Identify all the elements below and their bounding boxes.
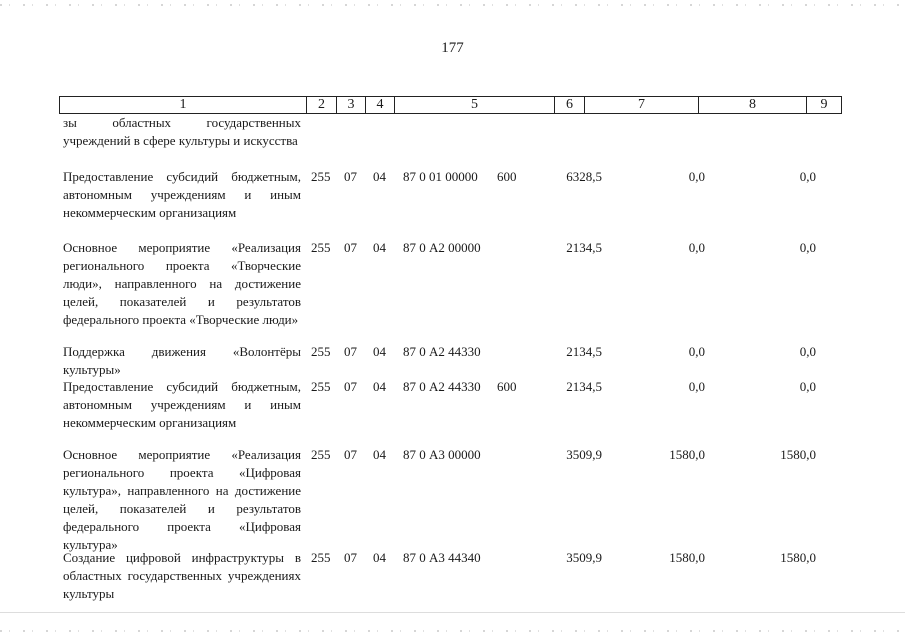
amount-column-9: 1580,0 [780,447,816,462]
column-header-8: 8 [699,97,807,113]
target-article-code: 87 0 А2 44330 [403,344,481,359]
subsection-code: 04 [373,169,386,184]
column-header-5: 5 [395,97,555,113]
target-article-code: 87 0 А2 00000 [403,240,481,255]
amount-column-8: 0,0 [688,169,705,184]
subsection-code: 04 [373,447,386,462]
ved-code: 255 [311,344,331,359]
ved-code: 255 [311,379,331,394]
amount-column-9: 0,0 [799,379,816,394]
amount-column-8: 0,0 [688,240,705,255]
scan-artifact-top [0,4,905,6]
column-header-3: 3 [337,97,366,113]
row-description: Основное мероприятие «Реализация регионального проекта «Цифровая культура», направленного на достижение целей, показателей и результатов федерального проекта «Цифровая культура» [63,447,301,552]
row-description: Создание цифровой инфраструктуры в областных государственных учреждениях культуры [63,550,301,601]
amount-column-7: 3509,9 [566,447,602,462]
amount-column-9: 0,0 [799,169,816,184]
column-header-7: 7 [585,97,699,113]
amount-column-9: 1580,0 [780,550,816,565]
page-number: 177 [441,40,464,56]
target-article-code: 87 0 А3 44340 [403,550,481,565]
target-article-code: 87 0 А2 44330 [403,379,481,394]
column-header-4: 4 [366,97,395,113]
row-description: Предоставление субсидий бюджетным, автономным учреждениям и иным некоммерческим организациям [63,169,301,220]
table-header-row [59,96,842,114]
section-code: 07 [344,379,357,394]
section-code: 07 [344,169,357,184]
expense-type-code: 600 [497,169,517,184]
ved-code: 255 [311,240,331,255]
amount-column-7: 6328,5 [566,169,602,184]
section-code: 07 [344,344,357,359]
ved-code: 255 [311,447,331,462]
subsection-code: 04 [373,550,386,565]
scan-fold-line [0,612,905,613]
ved-code: 255 [311,169,331,184]
target-article-code: 87 0 А3 00000 [403,447,481,462]
amount-column-8: 0,0 [688,379,705,394]
subsection-code: 04 [373,379,386,394]
section-code: 07 [344,447,357,462]
subsection-code: 04 [373,344,386,359]
amount-column-8: 0,0 [688,344,705,359]
amount-column-9: 0,0 [799,344,816,359]
row-description: Поддержка движения «Волонтёры культуры» [63,344,301,377]
amount-column-7: 2134,5 [566,379,602,394]
amount-column-7: 3509,9 [566,550,602,565]
amount-column-9: 0,0 [799,240,816,255]
section-code: 07 [344,240,357,255]
section-code: 07 [344,550,357,565]
expense-type-code: 600 [497,379,517,394]
amount-column-7: 2134,5 [566,344,602,359]
amount-column-7: 2134,5 [566,240,602,255]
column-header-1: 1 [60,97,307,113]
column-header-2: 2 [307,97,337,113]
column-header-6: 6 [555,97,585,113]
subsection-code: 04 [373,240,386,255]
target-article-code: 87 0 01 00000 [403,169,478,184]
row-description: Предоставление субсидий бюджетным, автономным учреждениям и иным некоммерческим организациям [63,379,301,430]
ved-code: 255 [311,550,331,565]
amount-column-8: 1580,0 [669,550,705,565]
column-header-9: 9 [820,97,828,112]
row-description: Основное мероприятие «Реализация регионального проекта «Творческие люди», направленного на достижение целей, показателей и результатов федерального проекта «Творческие люди» [63,240,301,327]
amount-column-8: 1580,0 [669,447,705,462]
scan-artifact-bottom [0,630,905,632]
row-description: зы областных государственных учреждений в сфере культуры и искусства [63,115,301,148]
